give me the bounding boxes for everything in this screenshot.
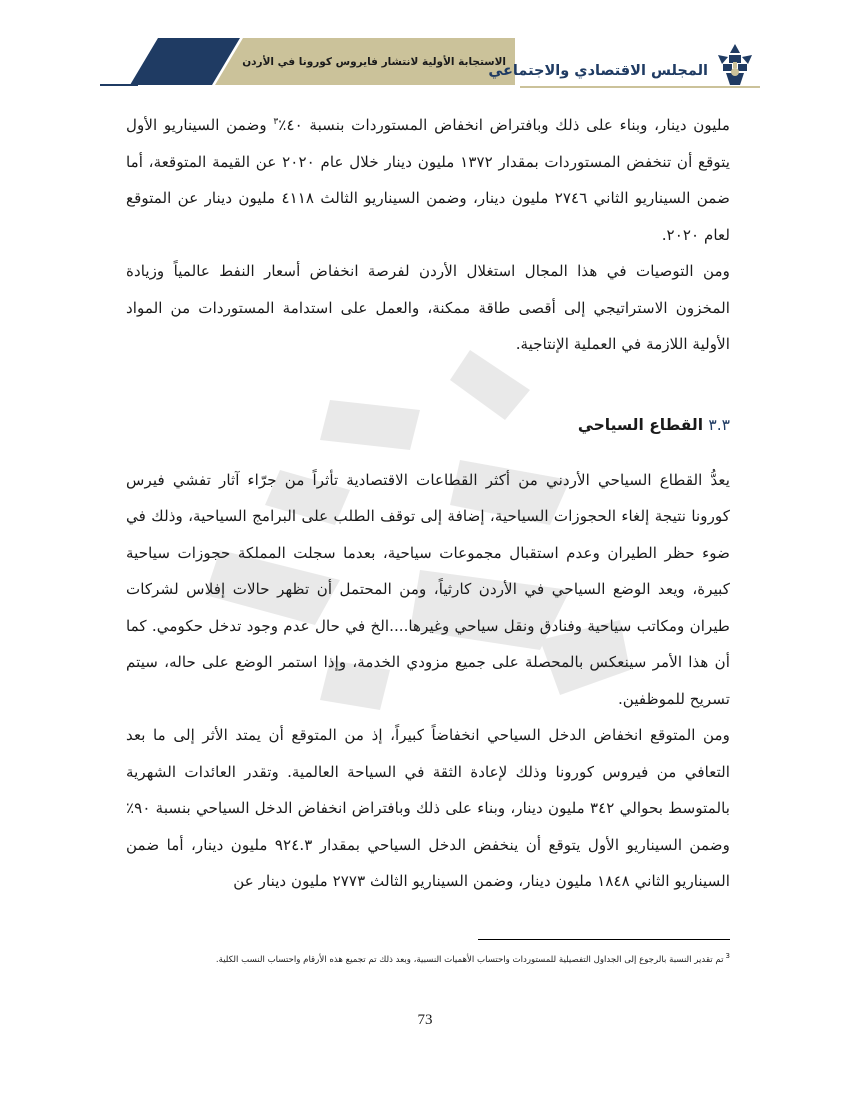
imports-paragraph-opening: مليون دينار، وبناء على ذلك وبافتراض انخفاض المستوردات بنسبة ٤٠٪ bbox=[278, 116, 731, 134]
tourism-income-paragraph: ومن المتوقع انخفاض الدخل السياحي انخفاضاً كبيراً، إذ من المتوقع أن يمتد الأثر إلى ما بعد التعافي من فيروس كورونا وذلك لإعادة الثقة في السياحة العالمية. وتقدر العائدات الشهرية بالمتوسط بحوالي ٣٤٢ مليون دينار، وبناء على ذلك وبافتراض انخفاض الدخل السياحي بنسبة ٩٠٪ وضمن السيناريو الأول يتوقع أن ينخفض الدخل السياحي بمقدار ٩٢٤.٣ مليون دينار، أما ضمن السيناريو الثاني ١٨٤٨ مليون دينار، وضمن السيناريو الثالث ٢٧٧٣ مليون دينار عن bbox=[126, 726, 731, 890]
footnote-reference: ٣ bbox=[273, 116, 279, 127]
footnote-mark: 3 bbox=[725, 952, 730, 960]
footnote-text: تم تقدير النسبة بالرجوع إلى الجداول التفصيلية للمستوردات واحتساب الأهميات النسبية، وبعد ذلك تم تجميع هذه الأرقام واحتساب النسب الكلية. bbox=[215, 954, 724, 965]
imports-scenarios-paragraph bbox=[126, 107, 730, 253]
document-title: الاستجابة الأولية لانتشار فايروس كورونا في الأردن bbox=[242, 56, 506, 68]
tourism-impact-paragraph: يعدُّ القطاع السياحي الأردني من أكثر القطاعات الاقتصادية تأثراً من جرّاء آثار تفشي فيرس كورونا نتيجة إلغاء الحجوزات السياحية، إضافة إلى توقف الطلب على البرامج السياحية، وذلك في ضوء حظر الطيران وعدم استقبال مجموعات سياحية، بعدما سجلت المملكة حجوزات سياحية كبيرة، ويعد الوضع السياحي في الأردن كارثياً، ومن المحتمل أن تظهر حالات إفلاس لشركات طيران ومكاتب سياحية وفنادق ونقل سياحي وغيرها....الخ في حال عدم وجود تدخل حكومي. كما أن هذا الأمر سينعكس بالمحصلة على جميع مزودي الخدمة، وإذا استمر الوضع على حاله، سيتم تسريح للموظفين. bbox=[126, 470, 730, 708]
page-header bbox=[0, 0, 850, 100]
imports-paragraph-rest: وضمن السيناريو الأول يتوقع أن تنخفض المستوردات بمقدار ١٣٧٢ مليون دينار خلال عام ٢٠٢٠ عن القيمة المتوقعة، أما ضمن السيناريو الثاني ٢٧٤٦ مليون دينار، وضمن السيناريو الثالث ٤١١٨ مليون دينار عن المتوقع لعام ٢٠٢٠. bbox=[126, 116, 731, 244]
section-number: ٣.٣ bbox=[708, 415, 730, 434]
header-navy-underline bbox=[100, 84, 138, 86]
section-heading bbox=[126, 407, 730, 459]
council-star-logo bbox=[712, 42, 758, 88]
page-body bbox=[126, 107, 730, 900]
section-title: القطاع السياحي bbox=[577, 415, 704, 434]
footnote bbox=[128, 948, 730, 968]
recommendations-paragraph: ومن التوصيات في هذا المجال استغلال الأردن لفرصة انخفاض أسعار النفط عالمياً وزيادة المخزون الاستراتيجي إلى أقصى طاقة ممكنة، والعمل على استدامة المستوردات من المواد الأولية اللازمة في العملية الإنتاجية. bbox=[126, 262, 730, 353]
footnote-separator bbox=[478, 939, 730, 940]
council-name: المجلس الاقتصادي والاجتماعي bbox=[488, 63, 708, 79]
page-number: 73 bbox=[417, 1012, 433, 1028]
